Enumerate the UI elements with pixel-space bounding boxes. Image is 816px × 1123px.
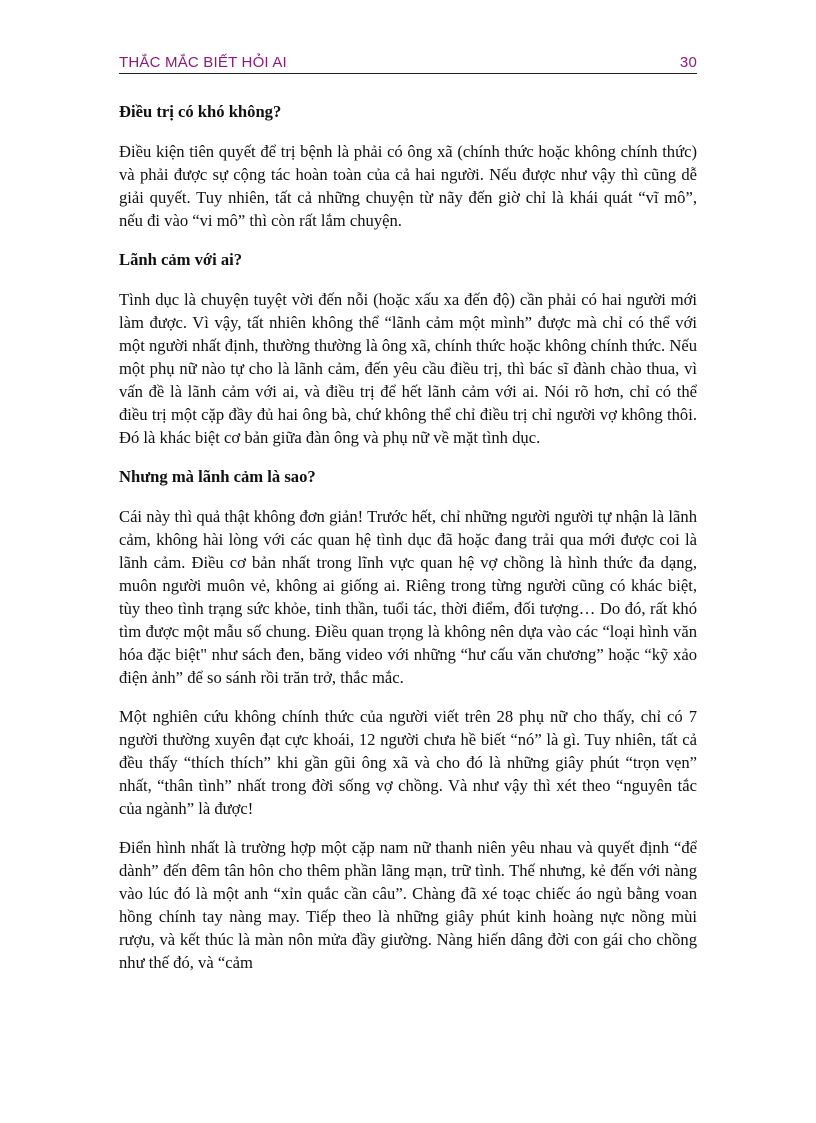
paragraph: Một nghiên cứu không chính thức của người viết trên 28 phụ nữ cho thấy, chỉ có 7 người thường xuyên đạt cực khoái, 12 người chưa hề biết “nó” là gì. Tuy nhiên, tất cả đều thấy “thích thích” khi gần gũi ông xã và cho đó là những giây phút “trọn vẹn” nhất, “thân tình” nhất trong đời sống vợ chồng. Và như vậy thì xét theo “nguyên tắc của ngành” là được! — [119, 707, 697, 818]
page-body — [119, 100, 697, 990]
header-title: THẮC MẮC BIẾT HỎI AI — [119, 54, 287, 71]
paragraph: Điều kiện tiên quyết để trị bệnh là phải có ông xã (chính thức hoặc không chính thức) và phải được sự cộng tác hoàn toàn của cả hai người. Nếu được như vậy thì cũng dễ giải quyết. Tuy nhiên, tất cả những chuyện từ nãy đến giờ chỉ là khái quát “vĩ mô”, nếu đi vào “vi mô” thì còn rất lắm chuyện. — [119, 142, 697, 230]
paragraph: Điển hình nhất là trường hợp một cặp nam nữ thanh niên yêu nhau và quyết định “để dành” đến đêm tân hôn cho thêm phần lãng mạn, trữ tình. Thế nhưng, kẻ đến với nàng vào lúc đó là một anh “xỉn quắc cần câu”. Chàng đã xé toạc chiếc áo ngủ bằng voan hồng chính tay nàng may. Tiếp theo là những giây phút kinh hoàng nực nồng mùi rượu, và kết thúc là màn nôn mửa đầy giường. Nàng hiến dâng đời con gái cho chồng như thế đó, và “cảm — [119, 838, 697, 972]
section-heading: Lãnh cảm với ai? — [119, 250, 243, 269]
page-number: 30 — [679, 54, 697, 71]
running-header — [119, 49, 697, 74]
paragraph: Tình dục là chuyện tuyệt vời đến nỗi (hoặc xấu xa đến độ) cần phải có hai người mới làm được. Vì vậy, tất nhiên không thể “lãnh cảm một mình” được mà chỉ có thể với một người nhất định, thường thường là ông xã, chính thức hoặc không chính thức. Nếu một phụ nữ nào tự cho là lãnh cảm, đến yêu cầu điều trị, thì bác sĩ đành chào thua, vì vấn đề là lãnh cảm với ai, và điều trị để hết lãnh cảm với ai. Nói rõ hơn, chỉ có thể điều trị một cặp đầy đủ hai ông bà, chứ không thể chỉ điều trị chỉ người vợ không thôi. Đó là khác biệt cơ bản giữa đàn ông và phụ nữ về mặt tình dục. — [119, 290, 697, 447]
section-heading: Nhưng mà lãnh cảm là sao? — [119, 467, 316, 486]
paragraph: Cái này thì quả thật không đơn giản! Trước hết, chỉ những người người tự nhận là lãnh cảm, không hài lòng với các quan hệ tình dục đã hoặc đang trải qua mới được coi là lãnh cảm. Điều cơ bản nhất trong lĩnh vực quan hệ vợ chồng là hình thức đa dạng, muôn người muôn vẻ, không ai giống ai. Riêng trong từng người cũng có khác biệt, tùy theo tình trạng sức khỏe, tinh thần, tuổi tác, thời điểm, đối tượng… Do đó, rất khó tìm được một mẫu số chung. Điều quan trọng là không nên dựa vào các “loại hình văn hóa đặc biệt" như sách đen, băng video với những “hư cấu văn chương” hoặc “kỹ xảo điện ảnh” để so sánh rồi trăn trở, thắc mắc. — [119, 507, 697, 687]
section-heading: Điều trị có khó không? — [119, 102, 282, 121]
